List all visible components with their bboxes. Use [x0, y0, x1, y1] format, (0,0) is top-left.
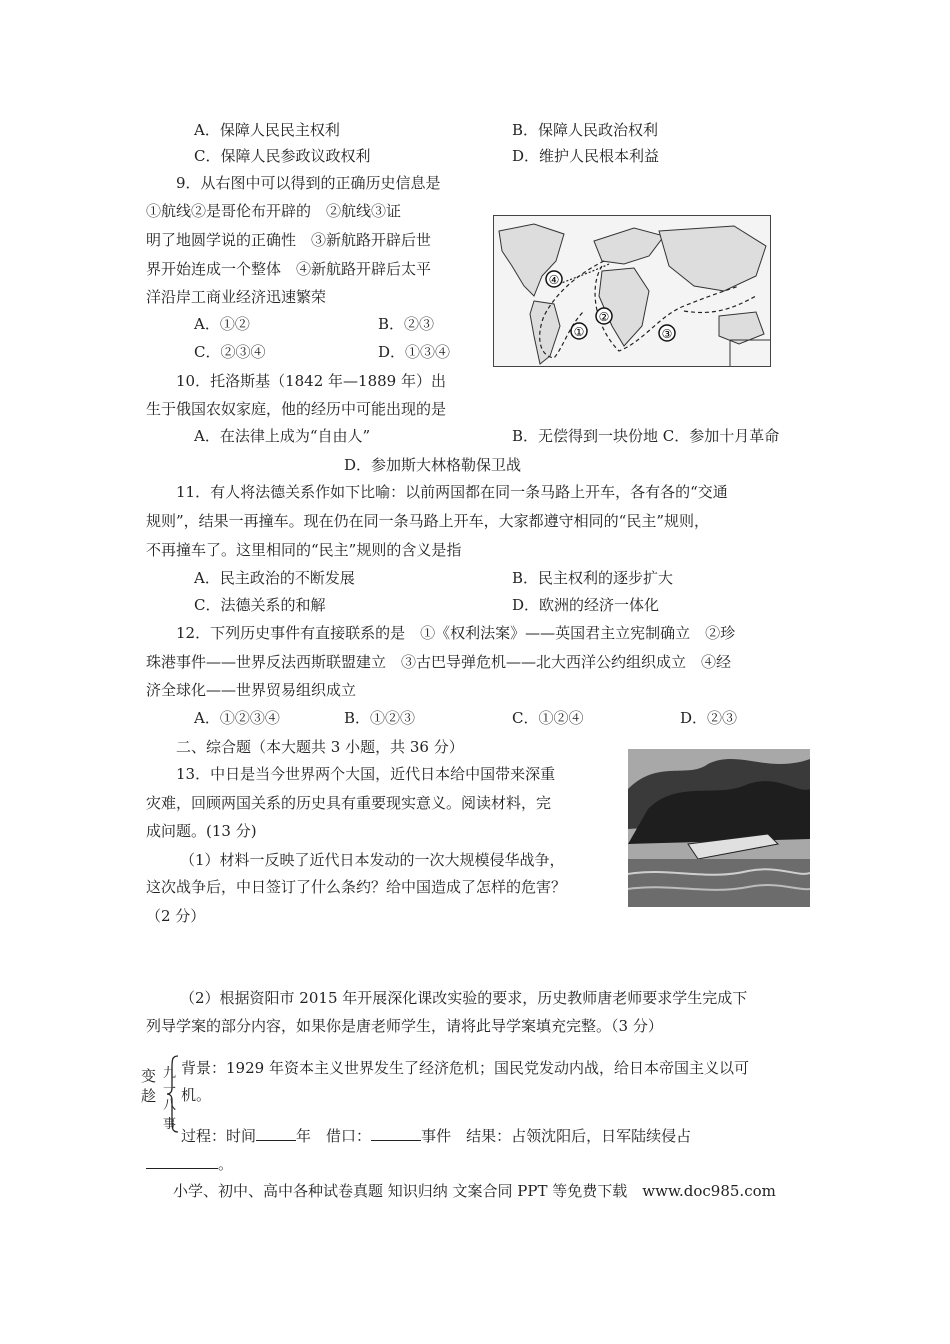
q9-line4: 洋沿岸工商业经济迅速繁荣 [146, 288, 327, 306]
year-blank[interactable] [256, 1126, 296, 1141]
q9-option-c: C．②③④ [194, 343, 266, 361]
q8-option-b: B．保障人民政治权利 [512, 121, 659, 139]
q12-option-c: C．①②④ [512, 709, 584, 727]
event-blank[interactable] [371, 1126, 421, 1141]
map-marker-3 [659, 325, 675, 341]
side-label-change: 变 [141, 1067, 157, 1085]
q8-option-c: C．保障人民参政议政权利 [194, 147, 371, 165]
q10-line2: 生于俄国农奴家庭，他的经历中可能出现的是 [146, 400, 447, 418]
process-result: 结果：占领沈阳后，日军陆续侵占 [466, 1127, 692, 1145]
section-heading: 二、综合题（本大题共 3 小题，共 36 分） [176, 738, 464, 756]
side-label-take: 趁 [141, 1087, 157, 1105]
svg-text:③: ③ [661, 327, 673, 341]
q8-option-a: A．保障人民民主权利 [194, 121, 340, 139]
q9-stem: 9．从右图中可以得到的正确历史信息是 [176, 174, 441, 192]
q13-part2-line1: （2）根据资阳市 2015 年开展深化课改实验的要求，历史教师唐老师要求学生完成下 [180, 989, 748, 1007]
q13-part1-line2: 这次战争后，中日签订了什么条约？给中国造成了怎样的危害？ [146, 878, 567, 896]
q11-line1: 11．有人将法德关系作如下比喻：以前两国都在同一条马路上开车，各有各的“交通 [176, 483, 728, 501]
map-marker-4 [546, 271, 562, 287]
process-time-label: 过程：时间 [181, 1127, 257, 1145]
vertical-char-3: 八 [163, 1098, 177, 1113]
q10-option-bc: B．无偿得到一块份地 C．参加十月革命 [512, 427, 780, 445]
process-line [181, 1126, 691, 1146]
vertical-char-2: 一 [163, 1082, 177, 1097]
q10-option-a: A．在法律上成为“自由人” [194, 427, 371, 445]
q9-option-d: D．①③④ [378, 343, 451, 361]
svg-text:②: ② [598, 310, 610, 324]
svg-text:④: ④ [548, 273, 560, 287]
background-line2: 机。 [181, 1086, 212, 1104]
process-event-unit: 事件 [421, 1127, 452, 1145]
q9-line2: 明了地圆学说的正确性 ③新航路开辟后世 [146, 231, 432, 249]
footer-text: 小学、初中、高中各种试卷真题 知识归纳 文案合同 PPT 等免费下载 www.doc985.com [173, 1182, 776, 1200]
q11-option-a: A．民主政治的不断发展 [194, 569, 355, 587]
q12-line2: 珠港事件——世界反法西斯联盟建立 ③古巴导弹危机——北大西洋公约组织成立 ④经 [146, 653, 732, 671]
result-line [146, 1154, 233, 1174]
q12-line3: 济全球化——世界贸易组织成立 [146, 681, 357, 699]
vertical-char-1: 九 [163, 1066, 177, 1081]
q8-option-d: D．维护人民根本利益 [512, 147, 660, 165]
q10-line1: 10．托洛斯基（1842 年—1889 年）出 [176, 372, 446, 390]
photo-drawing [628, 749, 810, 907]
result-blank[interactable] [146, 1154, 218, 1169]
q12-line1: 12．下列历史事件有直接联系的是 ①《权利法案》——英国君主立宪制确立 ②珍 [176, 624, 736, 642]
q10-option-d: D．参加斯大林格勒保卫战 [344, 456, 522, 474]
q13-line1: 13．中日是当今世界两个大国，近代日本给中国带来深重 [176, 765, 556, 783]
q9-line1: ①航线②是哥伦布开辟的 ②航线③证 [146, 202, 402, 220]
map-marker-1 [571, 323, 587, 339]
q11-line2: 规则”，结果一再撞车。现在仍在同一条马路上开车，大家都遵守相同的“民主”规则， [146, 512, 710, 530]
q11-line3: 不再撞车了。这里相同的“民主”规则的含义是指 [146, 541, 462, 559]
q12-option-a: A．①②③④ [194, 709, 280, 727]
world-route-map [493, 215, 771, 367]
map-drawing [494, 216, 770, 366]
q13-line2: 灾难，回顾两国关系的历史具有重要现实意义。阅读材料，完 [146, 794, 552, 812]
vertical-char-4: 事 [163, 1117, 177, 1132]
q12-option-b: B．①②③ [344, 709, 416, 727]
process-year-unit: 年 [296, 1127, 312, 1145]
q9-line3: 界开始连成一个整体 ④新航路开辟后太平 [146, 260, 432, 278]
q11-option-b: B．民主权利的逐步扩大 [512, 569, 674, 587]
q11-option-d: D．欧洲的经济一体化 [512, 596, 660, 614]
brace-icon [166, 1054, 180, 1134]
q9-option-b: B．②③ [378, 315, 435, 333]
q13-part1-line1: （1）材料一反映了近代日本发动的一次大规模侵华战争， [180, 851, 565, 869]
process-excuse-label: 借口： [326, 1127, 372, 1145]
q13-part1-line3: （2 分） [146, 907, 206, 925]
q12-option-d: D．②③ [680, 709, 738, 727]
svg-text:①: ① [573, 325, 585, 339]
background-line1: 背景：1929 年资本主义世界发生了经济危机；国民党发动内战，给日本帝国主义以可 [181, 1059, 749, 1077]
q13-line3: 成问题。(13 分) [146, 822, 257, 840]
result-end: 。 [218, 1155, 234, 1173]
map-marker-2 [596, 308, 612, 324]
q13-part2-line2: 列导学案的部分内容，如果你是唐老师学生，请将此导学案填充完整。（3 分） [146, 1017, 663, 1035]
warship-photo [628, 749, 810, 907]
q11-option-c: C．法德关系的和解 [194, 596, 326, 614]
q9-option-a: A．①② [194, 315, 250, 333]
